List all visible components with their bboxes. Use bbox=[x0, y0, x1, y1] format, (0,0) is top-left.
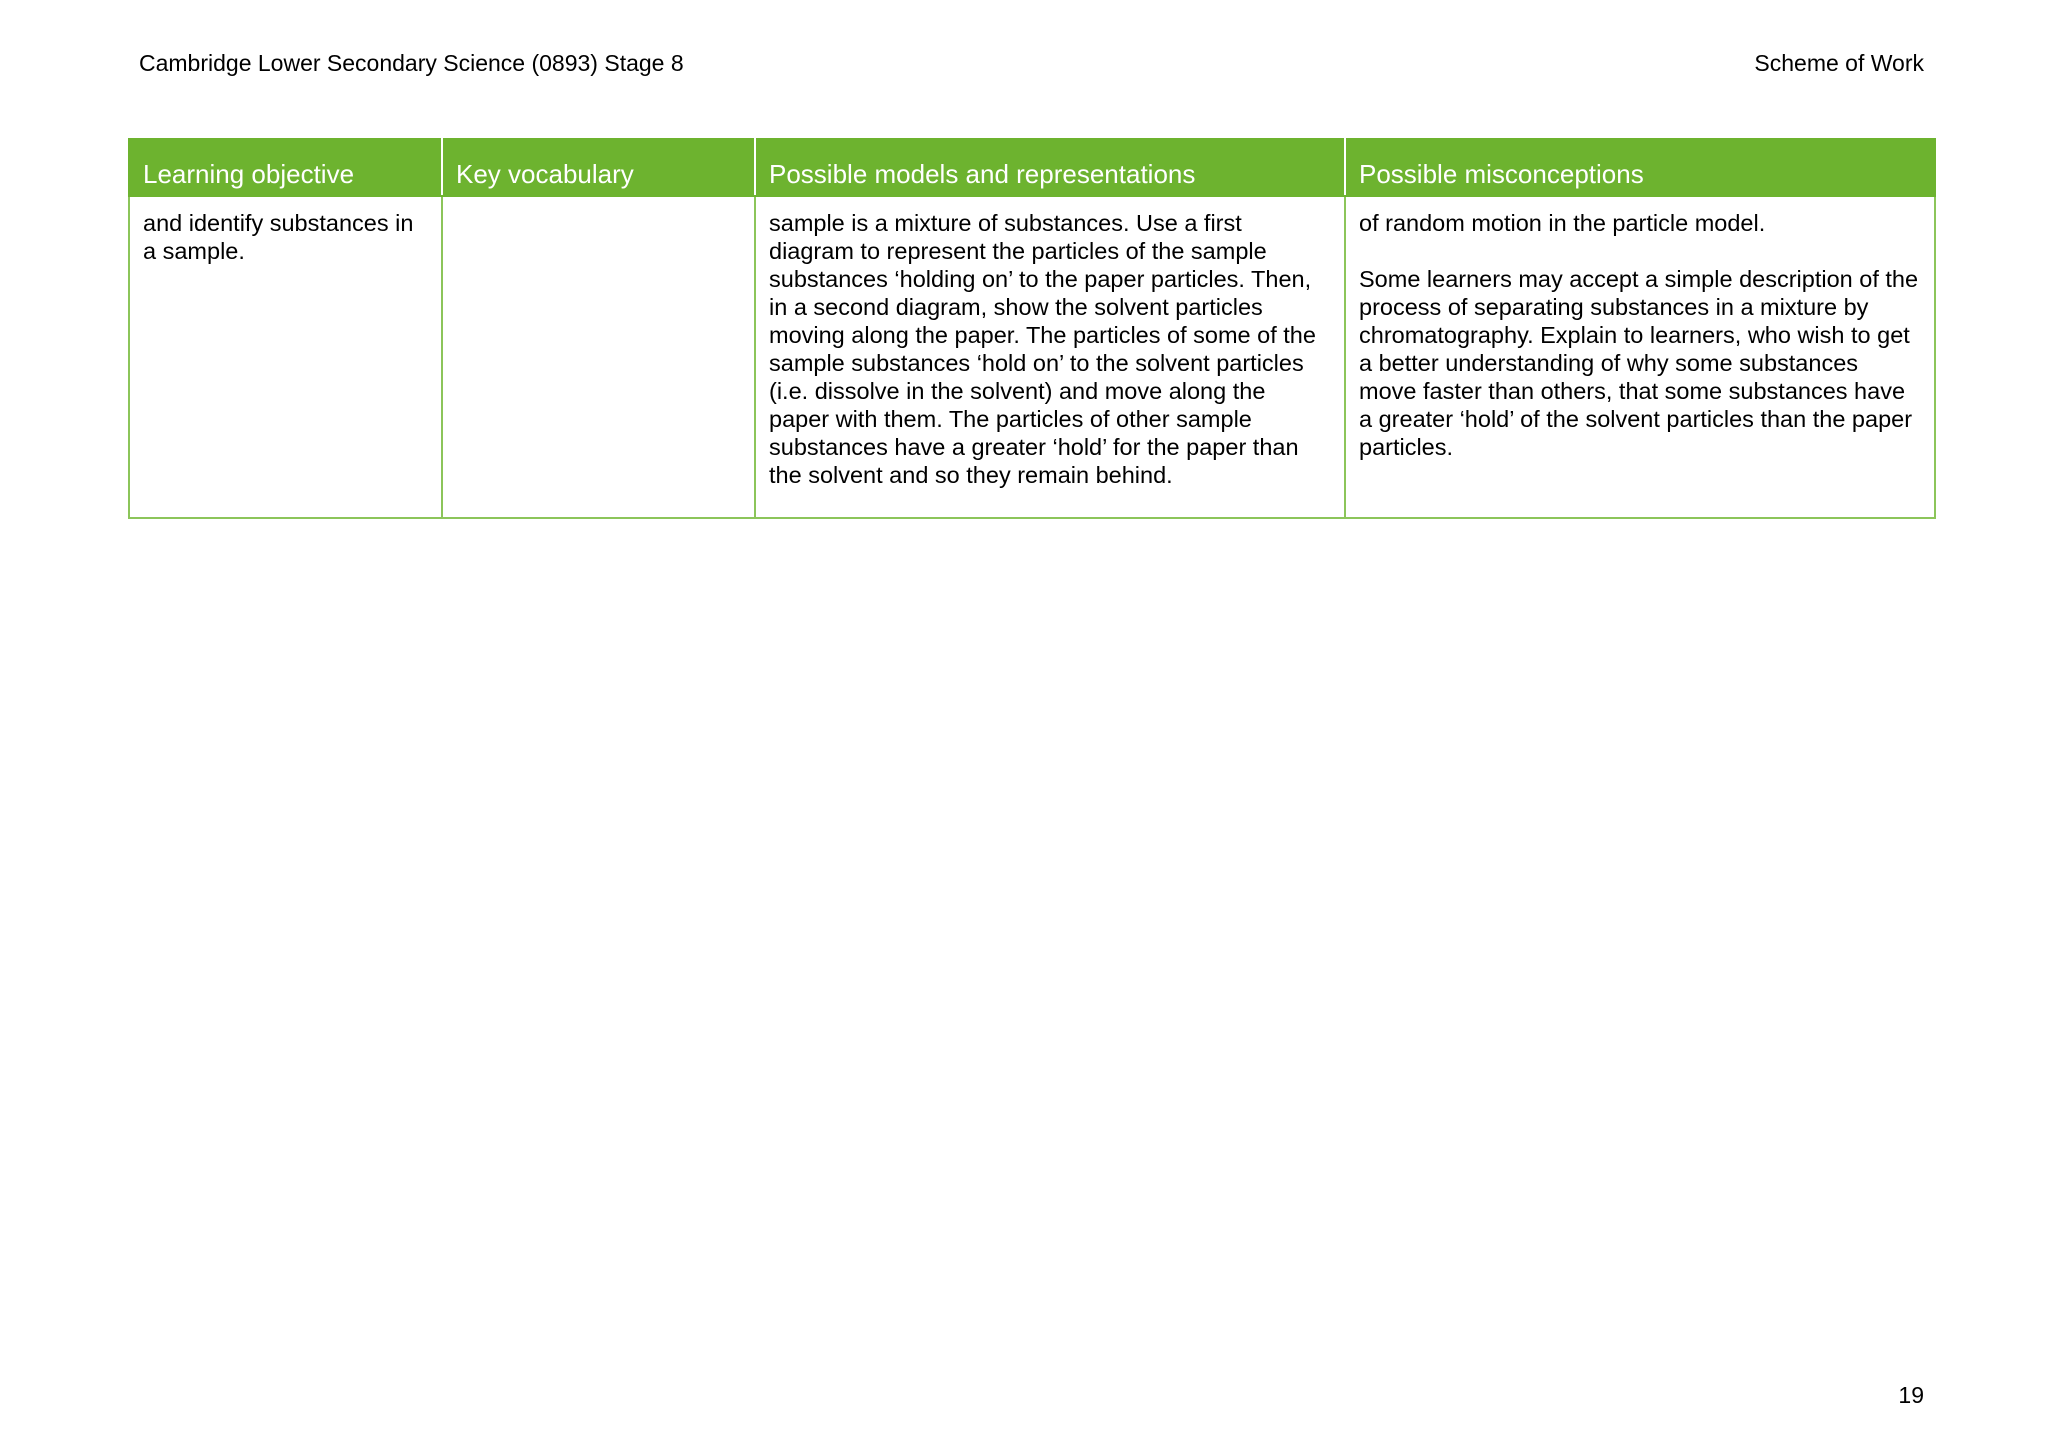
key-vocabulary-cell bbox=[442, 196, 755, 518]
models-representations-cell bbox=[755, 196, 1345, 518]
learning-objective-text: and identify substances in a sample. bbox=[143, 210, 414, 264]
table-header-row bbox=[129, 138, 1935, 196]
misconceptions-cell bbox=[1345, 196, 1935, 518]
column-header-key-vocabulary: Key vocabulary bbox=[442, 138, 755, 196]
column-header-models-representations: Possible models and representations bbox=[755, 138, 1345, 196]
scheme-of-work-table bbox=[128, 138, 1936, 519]
column-header-learning-objective: Learning objective bbox=[129, 138, 442, 196]
models-representations-text: sample is a mixture of substances. Use a first diagram to represent the particles of the sample substances ‘holding on’ to the paper particles. Then, in a second diagram, show the solvent particles moving along the paper. The particles of some of the sample substances ‘hold on’ to the solvent particles (i.e. dissolve in the solvent) and move along the paper with them. The particles of other sample substances have a greater ‘hold’ for the paper than the solvent and so they remain behind. bbox=[769, 210, 1316, 488]
column-header-misconceptions: Possible misconceptions bbox=[1345, 138, 1935, 196]
learning-objective-cell bbox=[129, 196, 442, 518]
misconception-paragraph: Some learners may accept a simple description of the process of separating substances in a mixture by chromatography. Explain to learners, who wish to get a better understanding of why some substances move faster than others, that some substances have a greater ‘hold’ of the solvent particles than the paper particles. bbox=[1359, 266, 1919, 460]
document-title: Cambridge Lower Secondary Science (0893) Stage 8 bbox=[139, 50, 684, 76]
page-number: 19 bbox=[1898, 1382, 1924, 1408]
table-row bbox=[129, 196, 1935, 518]
misconception-paragraph: of random motion in the particle model. bbox=[1359, 210, 1766, 236]
document-type: Scheme of Work bbox=[1754, 50, 1924, 76]
